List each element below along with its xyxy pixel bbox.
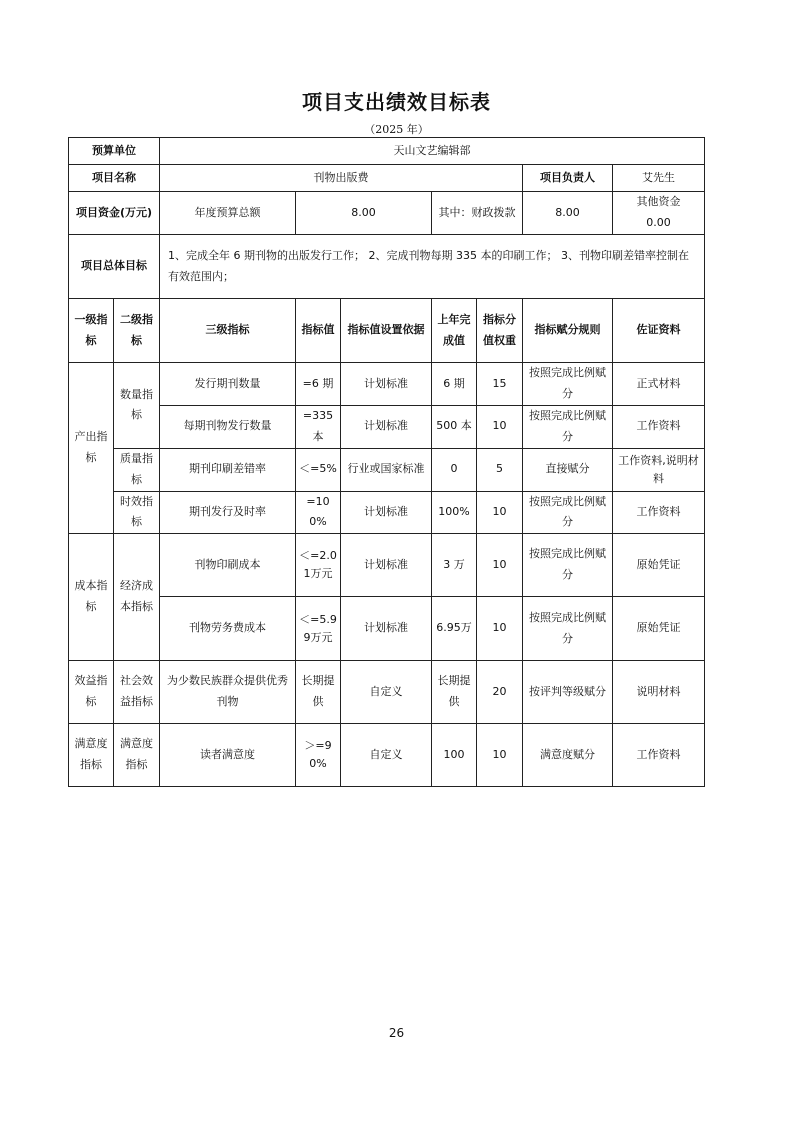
weight-cell: 10 <box>477 597 523 661</box>
rule-cell: 按照完成比例赋分 <box>523 363 613 406</box>
rule-cell: 满意度赋分 <box>523 724 613 787</box>
evidence-cell: 工作资料 <box>613 724 705 787</box>
other-funds-amount: 0.00 <box>646 216 671 229</box>
performance-table <box>68 137 705 787</box>
project-leader-label: 项目负责人 <box>523 165 613 192</box>
level2-cell: 质量指标 <box>114 448 160 491</box>
level3-cell: 期刊印刷差错率 <box>160 448 296 491</box>
indicator-row <box>69 491 705 534</box>
indicator-row <box>69 534 705 597</box>
project-leader-value: 艾先生 <box>613 165 705 192</box>
level2-cell: 社会效益指标 <box>114 661 160 724</box>
annual-budget-label: 年度预算总额 <box>160 192 296 235</box>
basis-cell: 计划标准 <box>341 363 432 406</box>
budget-unit-label: 预算单位 <box>69 138 160 165</box>
header-prev: 上年完成值 <box>432 299 477 363</box>
page-number: 26 <box>388 1026 405 1040</box>
weight-cell: 20 <box>477 661 523 724</box>
project-name-label: 项目名称 <box>69 165 160 192</box>
evidence-cell: 工作资料 <box>613 491 705 534</box>
prev-cell: 0 <box>432 448 477 491</box>
indicator-row <box>69 406 705 449</box>
rule-cell: 按照完成比例赋分 <box>523 491 613 534</box>
prev-cell: 100% <box>432 491 477 534</box>
header-level2: 二级指标 <box>114 299 160 363</box>
evidence-cell: 工作资料,说明材料 <box>613 448 705 491</box>
level1-cell: 产出指标 <box>69 363 114 534</box>
indicator-row <box>69 724 705 787</box>
basis-cell: 计划标准 <box>341 406 432 449</box>
basis-cell: 计划标准 <box>341 491 432 534</box>
page-title: 项目支出绩效目标表 <box>302 90 491 114</box>
level2-cell: 时效指标 <box>114 491 160 534</box>
project-name-row <box>69 165 705 192</box>
prev-cell: 6 期 <box>432 363 477 406</box>
header-level3: 三级指标 <box>160 299 296 363</box>
basis-cell: 计划标准 <box>341 597 432 661</box>
other-funds-label: 其他资金 <box>636 195 681 209</box>
weight-cell: 10 <box>477 491 523 534</box>
level2-cell: 经济成本指标 <box>114 534 160 661</box>
level1-cell: 满意度指标 <box>69 724 114 787</box>
level3-cell: 发行期刊数量 <box>160 363 296 406</box>
prev-cell: 500 本 <box>432 406 477 449</box>
value-cell: =100% <box>296 491 341 534</box>
year-caption: （2025 年） <box>364 123 429 136</box>
evidence-cell: 正式材料 <box>613 363 705 406</box>
project-name-value: 刊物出版费 <box>160 165 523 192</box>
header-rule: 指标赋分规则 <box>523 299 613 363</box>
indicator-row <box>69 448 705 491</box>
prev-cell: 3 万 <box>432 534 477 597</box>
header-level1: 一级指标 <box>69 299 114 363</box>
header-basis: 指标值设置依据 <box>341 299 432 363</box>
rule-cell: 按照完成比例赋分 <box>523 406 613 449</box>
fiscal-label: 其中：财政拨款 <box>432 192 523 235</box>
value-cell: ＞=90% <box>296 724 341 787</box>
value-cell: ＜=2.01万元 <box>296 534 341 597</box>
budget-unit-value: 天山文艺编辑部 <box>160 138 705 165</box>
level3-cell: 刊物劳务费成本 <box>160 597 296 661</box>
prev-cell: 100 <box>432 724 477 787</box>
rule-cell: 按照完成比例赋分 <box>523 534 613 597</box>
goal-row <box>69 235 705 299</box>
level3-cell: 每期刊物发行数量 <box>160 406 296 449</box>
value-cell: =6 期 <box>296 363 341 406</box>
header-value: 指标值 <box>296 299 341 363</box>
weight-cell: 10 <box>477 724 523 787</box>
weight-cell: 5 <box>477 448 523 491</box>
basis-cell: 行业或国家标准 <box>341 448 432 491</box>
basis-cell: 自定义 <box>341 661 432 724</box>
evidence-cell: 工作资料 <box>613 406 705 449</box>
indicator-header-row <box>69 299 705 363</box>
indicator-row <box>69 363 705 406</box>
level2-cell: 满意度指标 <box>114 724 160 787</box>
budget-unit-row <box>69 138 705 165</box>
evidence-cell: 原始凭证 <box>613 597 705 661</box>
fiscal-value: 8.00 <box>523 192 613 235</box>
level3-cell: 期刊发行及时率 <box>160 491 296 534</box>
level2-cell: 数量指标 <box>114 363 160 449</box>
level1-cell: 效益指标 <box>69 661 114 724</box>
funds-label: 项目资金(万元) <box>69 192 160 235</box>
prev-cell: 6.95万 <box>432 597 477 661</box>
goal-label: 项目总体目标 <box>69 235 160 299</box>
basis-cell: 计划标准 <box>341 534 432 597</box>
weight-cell: 10 <box>477 534 523 597</box>
goal-text: 1、完成全年 6 期刊物的出版发行工作； 2、完成刊物每期 335 本的印刷工作； 3、刊物印刷差错率控制在有效范围内； <box>160 235 705 299</box>
header-evidence: 佐证资料 <box>613 299 705 363</box>
value-cell: =335本 <box>296 406 341 449</box>
rule-cell: 按照完成比例赋分 <box>523 597 613 661</box>
other-funds-value <box>613 192 705 235</box>
value-cell: 长期提供 <box>296 661 341 724</box>
header-weight: 指标分值权重 <box>477 299 523 363</box>
indicator-row <box>69 597 705 661</box>
value-cell: ＜=5.99万元 <box>296 597 341 661</box>
weight-cell: 15 <box>477 363 523 406</box>
weight-cell: 10 <box>477 406 523 449</box>
rule-cell: 按评判等级赋分 <box>523 661 613 724</box>
value-cell: ＜=5% <box>296 448 341 491</box>
basis-cell: 自定义 <box>341 724 432 787</box>
level3-cell: 为少数民族群众提供优秀刊物 <box>160 661 296 724</box>
level1-cell: 成本指标 <box>69 534 114 661</box>
level3-cell: 刊物印刷成本 <box>160 534 296 597</box>
evidence-cell: 原始凭证 <box>613 534 705 597</box>
prev-cell: 长期提供 <box>432 661 477 724</box>
level3-cell: 读者满意度 <box>160 724 296 787</box>
evidence-cell: 说明材料 <box>613 661 705 724</box>
indicator-row <box>69 661 705 724</box>
rule-cell: 直接赋分 <box>523 448 613 491</box>
funds-row <box>69 192 705 235</box>
annual-budget-value: 8.00 <box>296 192 432 235</box>
